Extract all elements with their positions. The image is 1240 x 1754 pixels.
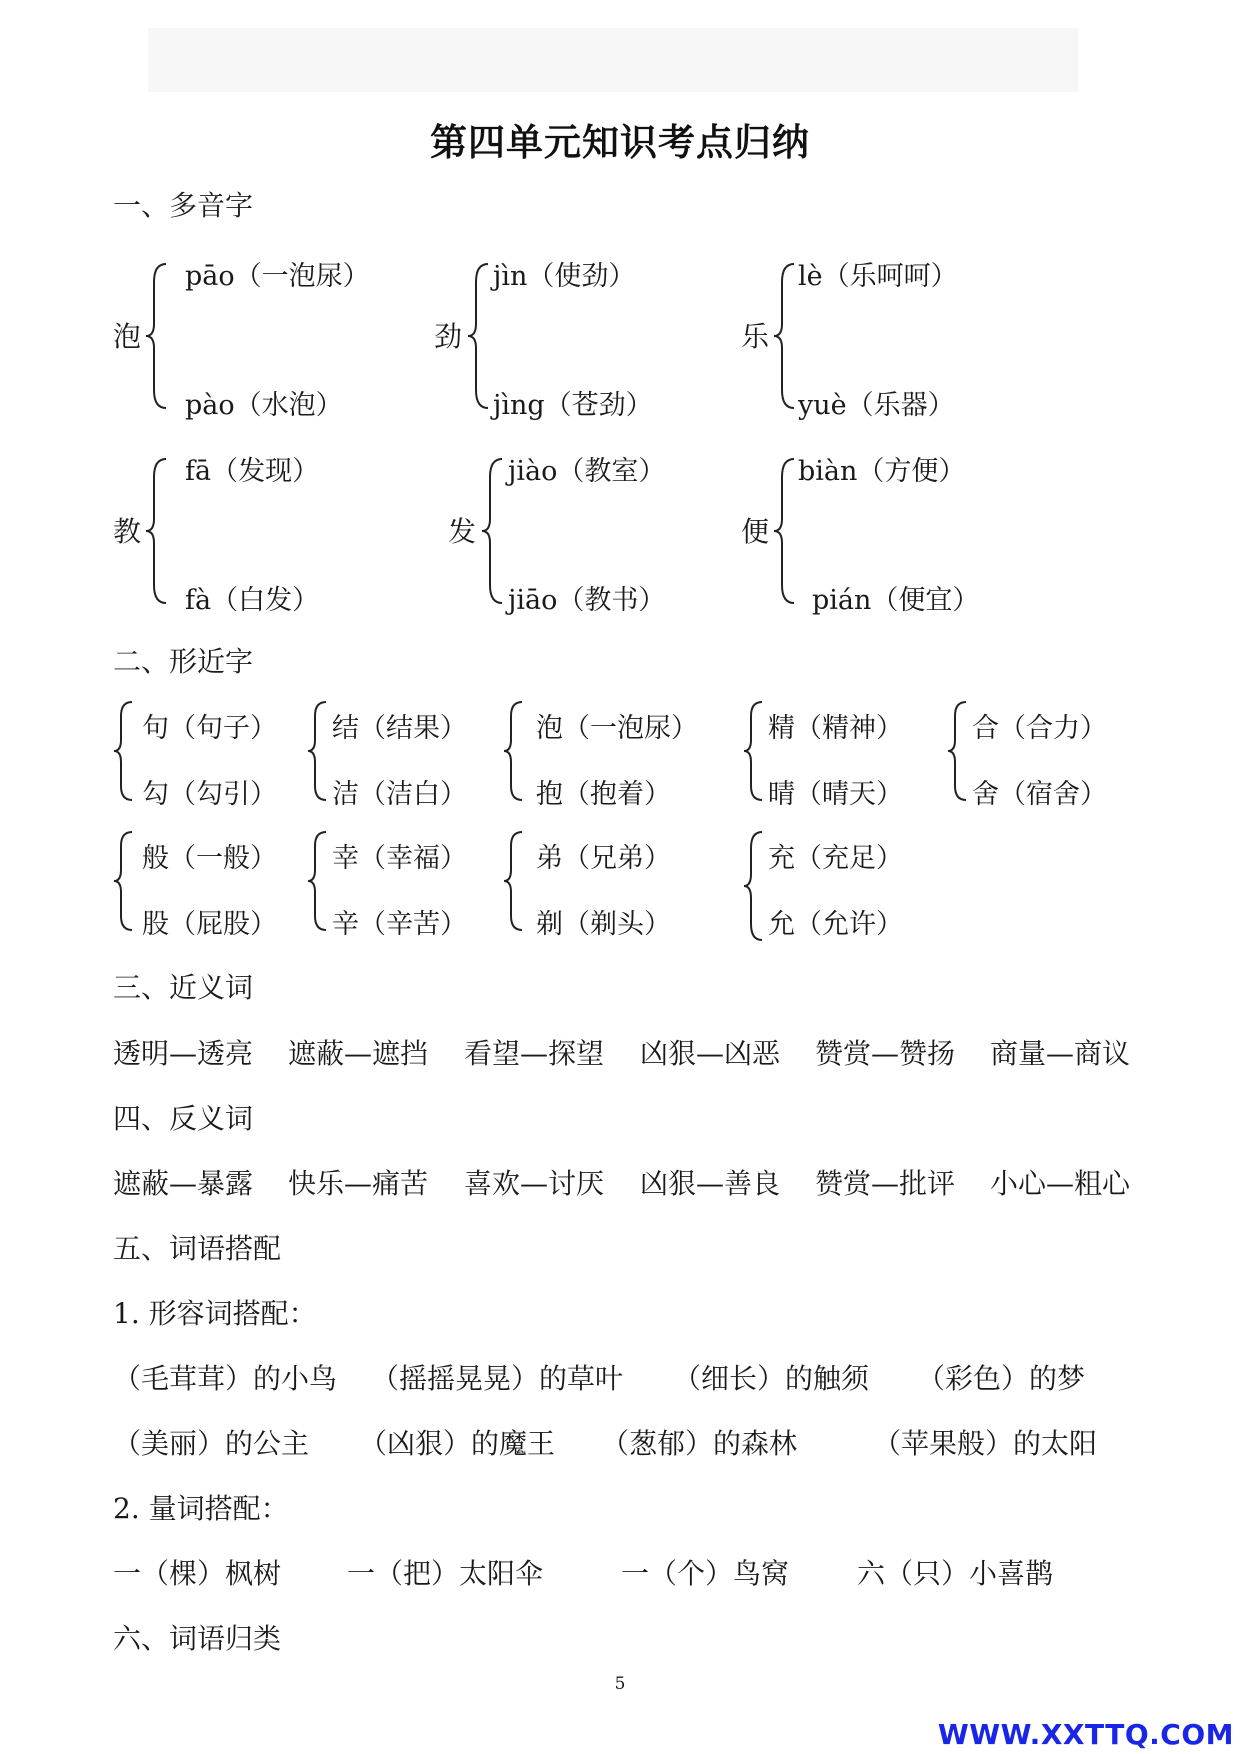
brace-icon bbox=[502, 830, 526, 932]
similar-char-top: 般（一般） bbox=[142, 843, 277, 874]
brace-icon bbox=[306, 700, 330, 802]
section-heading-word-classification: 六、词语归类 bbox=[113, 1622, 282, 1655]
similar-char-bottom: 洁（洁白） bbox=[332, 779, 467, 810]
collocation-item: （美丽）的公主 bbox=[113, 1427, 310, 1460]
measure-word-heading: 2. 量词搭配： bbox=[113, 1492, 289, 1525]
polyphone-char: 便 bbox=[741, 515, 770, 548]
brace-icon bbox=[946, 700, 970, 802]
measure-item: 一（棵）枫树 bbox=[113, 1557, 282, 1590]
polyphone-reading-top: lè（乐呵呵） bbox=[798, 261, 958, 292]
synonym-pair: 透明—透亮 bbox=[113, 1037, 254, 1070]
similar-char-top: 合（合力） bbox=[972, 713, 1107, 744]
synonym-pair: 赞赏—赞扬 bbox=[815, 1037, 956, 1070]
polyphone-reading-bottom: yuè（乐器） bbox=[798, 390, 955, 421]
section-heading-collocation: 五、词语搭配 bbox=[113, 1232, 282, 1265]
similar-char-top: 结（结果） bbox=[332, 713, 467, 744]
similar-char-top: 精（精神） bbox=[768, 713, 903, 744]
brace-icon bbox=[144, 262, 170, 410]
similar-char-top: 幸（幸福） bbox=[332, 843, 467, 874]
polyphone-reading-top: jiào（教室） bbox=[508, 456, 666, 487]
polyphone-char: 劲 bbox=[434, 320, 463, 353]
similar-char-bottom: 晴（晴天） bbox=[768, 779, 903, 810]
antonym-pair: 喜欢—讨厌 bbox=[464, 1167, 605, 1200]
collocation-item: （苹果般）的太阳 bbox=[873, 1427, 1098, 1460]
polyphone-char: 教 bbox=[113, 515, 142, 548]
antonym-pair: 快乐—痛苦 bbox=[288, 1167, 429, 1200]
section-heading-antonyms: 四、反义词 bbox=[113, 1102, 254, 1135]
brace-icon bbox=[112, 830, 136, 932]
similar-char-bottom: 股（屁股） bbox=[142, 909, 277, 940]
brace-icon bbox=[742, 830, 766, 942]
measure-item: 六（只）小喜鹊 bbox=[857, 1557, 1054, 1590]
brace-icon bbox=[502, 700, 526, 802]
collocation-item: （摇摇晃晃）的草叶 bbox=[371, 1362, 624, 1395]
synonym-pair: 商量—商议 bbox=[990, 1037, 1131, 1070]
similar-char-top: 泡（一泡尿） bbox=[536, 713, 698, 744]
watermark-logo: WWW.XXTTQ.COM bbox=[937, 1718, 1234, 1751]
similar-char-bottom: 勾（勾引） bbox=[142, 779, 277, 810]
measure-item: 一（个）鸟窝 bbox=[621, 1557, 790, 1590]
brace-icon bbox=[772, 262, 798, 410]
synonym-pair: 凶狠—凶恶 bbox=[640, 1037, 781, 1070]
polyphone-reading-top: biàn（方便） bbox=[798, 456, 966, 487]
polyphone-reading-bottom: jìng（苍劲） bbox=[493, 390, 653, 421]
collocation-item: （凶狠）的魔王 bbox=[359, 1427, 556, 1460]
synonym-pair: 看望—探望 bbox=[464, 1037, 605, 1070]
collocation-item: （彩色）的梦 bbox=[917, 1362, 1086, 1395]
measure-item: 一（把）太阳伞 bbox=[347, 1557, 544, 1590]
polyphone-reading-top: fā（发现） bbox=[185, 456, 320, 487]
section-heading-polyphones: 一、多音字 bbox=[113, 189, 254, 222]
similar-char-bottom: 抱（抱着） bbox=[536, 779, 671, 810]
polyphone-char: 乐 bbox=[741, 320, 770, 353]
brace-icon bbox=[466, 262, 492, 410]
similar-char-bottom: 剃（剃头） bbox=[536, 909, 671, 940]
section-heading-similar-chars: 二、形近字 bbox=[113, 645, 254, 678]
antonym-pair: 凶狠—善良 bbox=[640, 1167, 781, 1200]
collocation-item: （毛茸茸）的小鸟 bbox=[113, 1362, 338, 1395]
polyphone-reading-bottom: fà（白发） bbox=[185, 585, 320, 616]
polyphone-reading-bottom: pào（水泡） bbox=[185, 390, 343, 421]
brace-icon bbox=[742, 700, 766, 802]
brace-icon bbox=[144, 457, 170, 605]
polyphone-reading-top: pāo（一泡尿） bbox=[185, 261, 370, 292]
page-title: 第四单元知识考点归纳 bbox=[430, 121, 810, 164]
header-band bbox=[148, 28, 1078, 92]
page-number: 5 bbox=[614, 1674, 626, 1694]
similar-char-top: 弟（兄弟） bbox=[536, 843, 671, 874]
synonym-pair: 遮蔽—遮挡 bbox=[288, 1037, 429, 1070]
polyphone-char: 泡 bbox=[113, 320, 142, 353]
similar-char-bottom: 允（允许） bbox=[768, 909, 903, 940]
brace-icon bbox=[306, 830, 330, 932]
section-heading-synonyms: 三、近义词 bbox=[113, 971, 254, 1004]
collocation-item: （细长）的触须 bbox=[673, 1362, 870, 1395]
adjective-collocation-heading: 1. 形容词搭配： bbox=[113, 1297, 317, 1330]
similar-char-top: 充（充足） bbox=[768, 843, 903, 874]
antonym-pair: 遮蔽—暴露 bbox=[113, 1167, 254, 1200]
brace-icon bbox=[480, 457, 506, 605]
brace-icon bbox=[772, 457, 798, 605]
polyphone-char: 发 bbox=[448, 515, 477, 548]
similar-char-bottom: 舍（宿舍） bbox=[972, 779, 1107, 810]
brace-icon bbox=[112, 700, 136, 802]
polyphone-reading-bottom: jiāo（教书） bbox=[508, 585, 666, 616]
antonym-pair: 赞赏—批评 bbox=[815, 1167, 956, 1200]
antonym-pair: 小心—粗心 bbox=[990, 1167, 1131, 1200]
similar-char-top: 句（句子） bbox=[142, 713, 277, 744]
collocation-item: （葱郁）的森林 bbox=[601, 1427, 798, 1460]
polyphone-reading-top: jìn（使劲） bbox=[493, 261, 636, 292]
polyphone-reading-bottom: pián（便宜） bbox=[812, 585, 980, 616]
similar-char-bottom: 辛（辛苦） bbox=[332, 909, 467, 940]
